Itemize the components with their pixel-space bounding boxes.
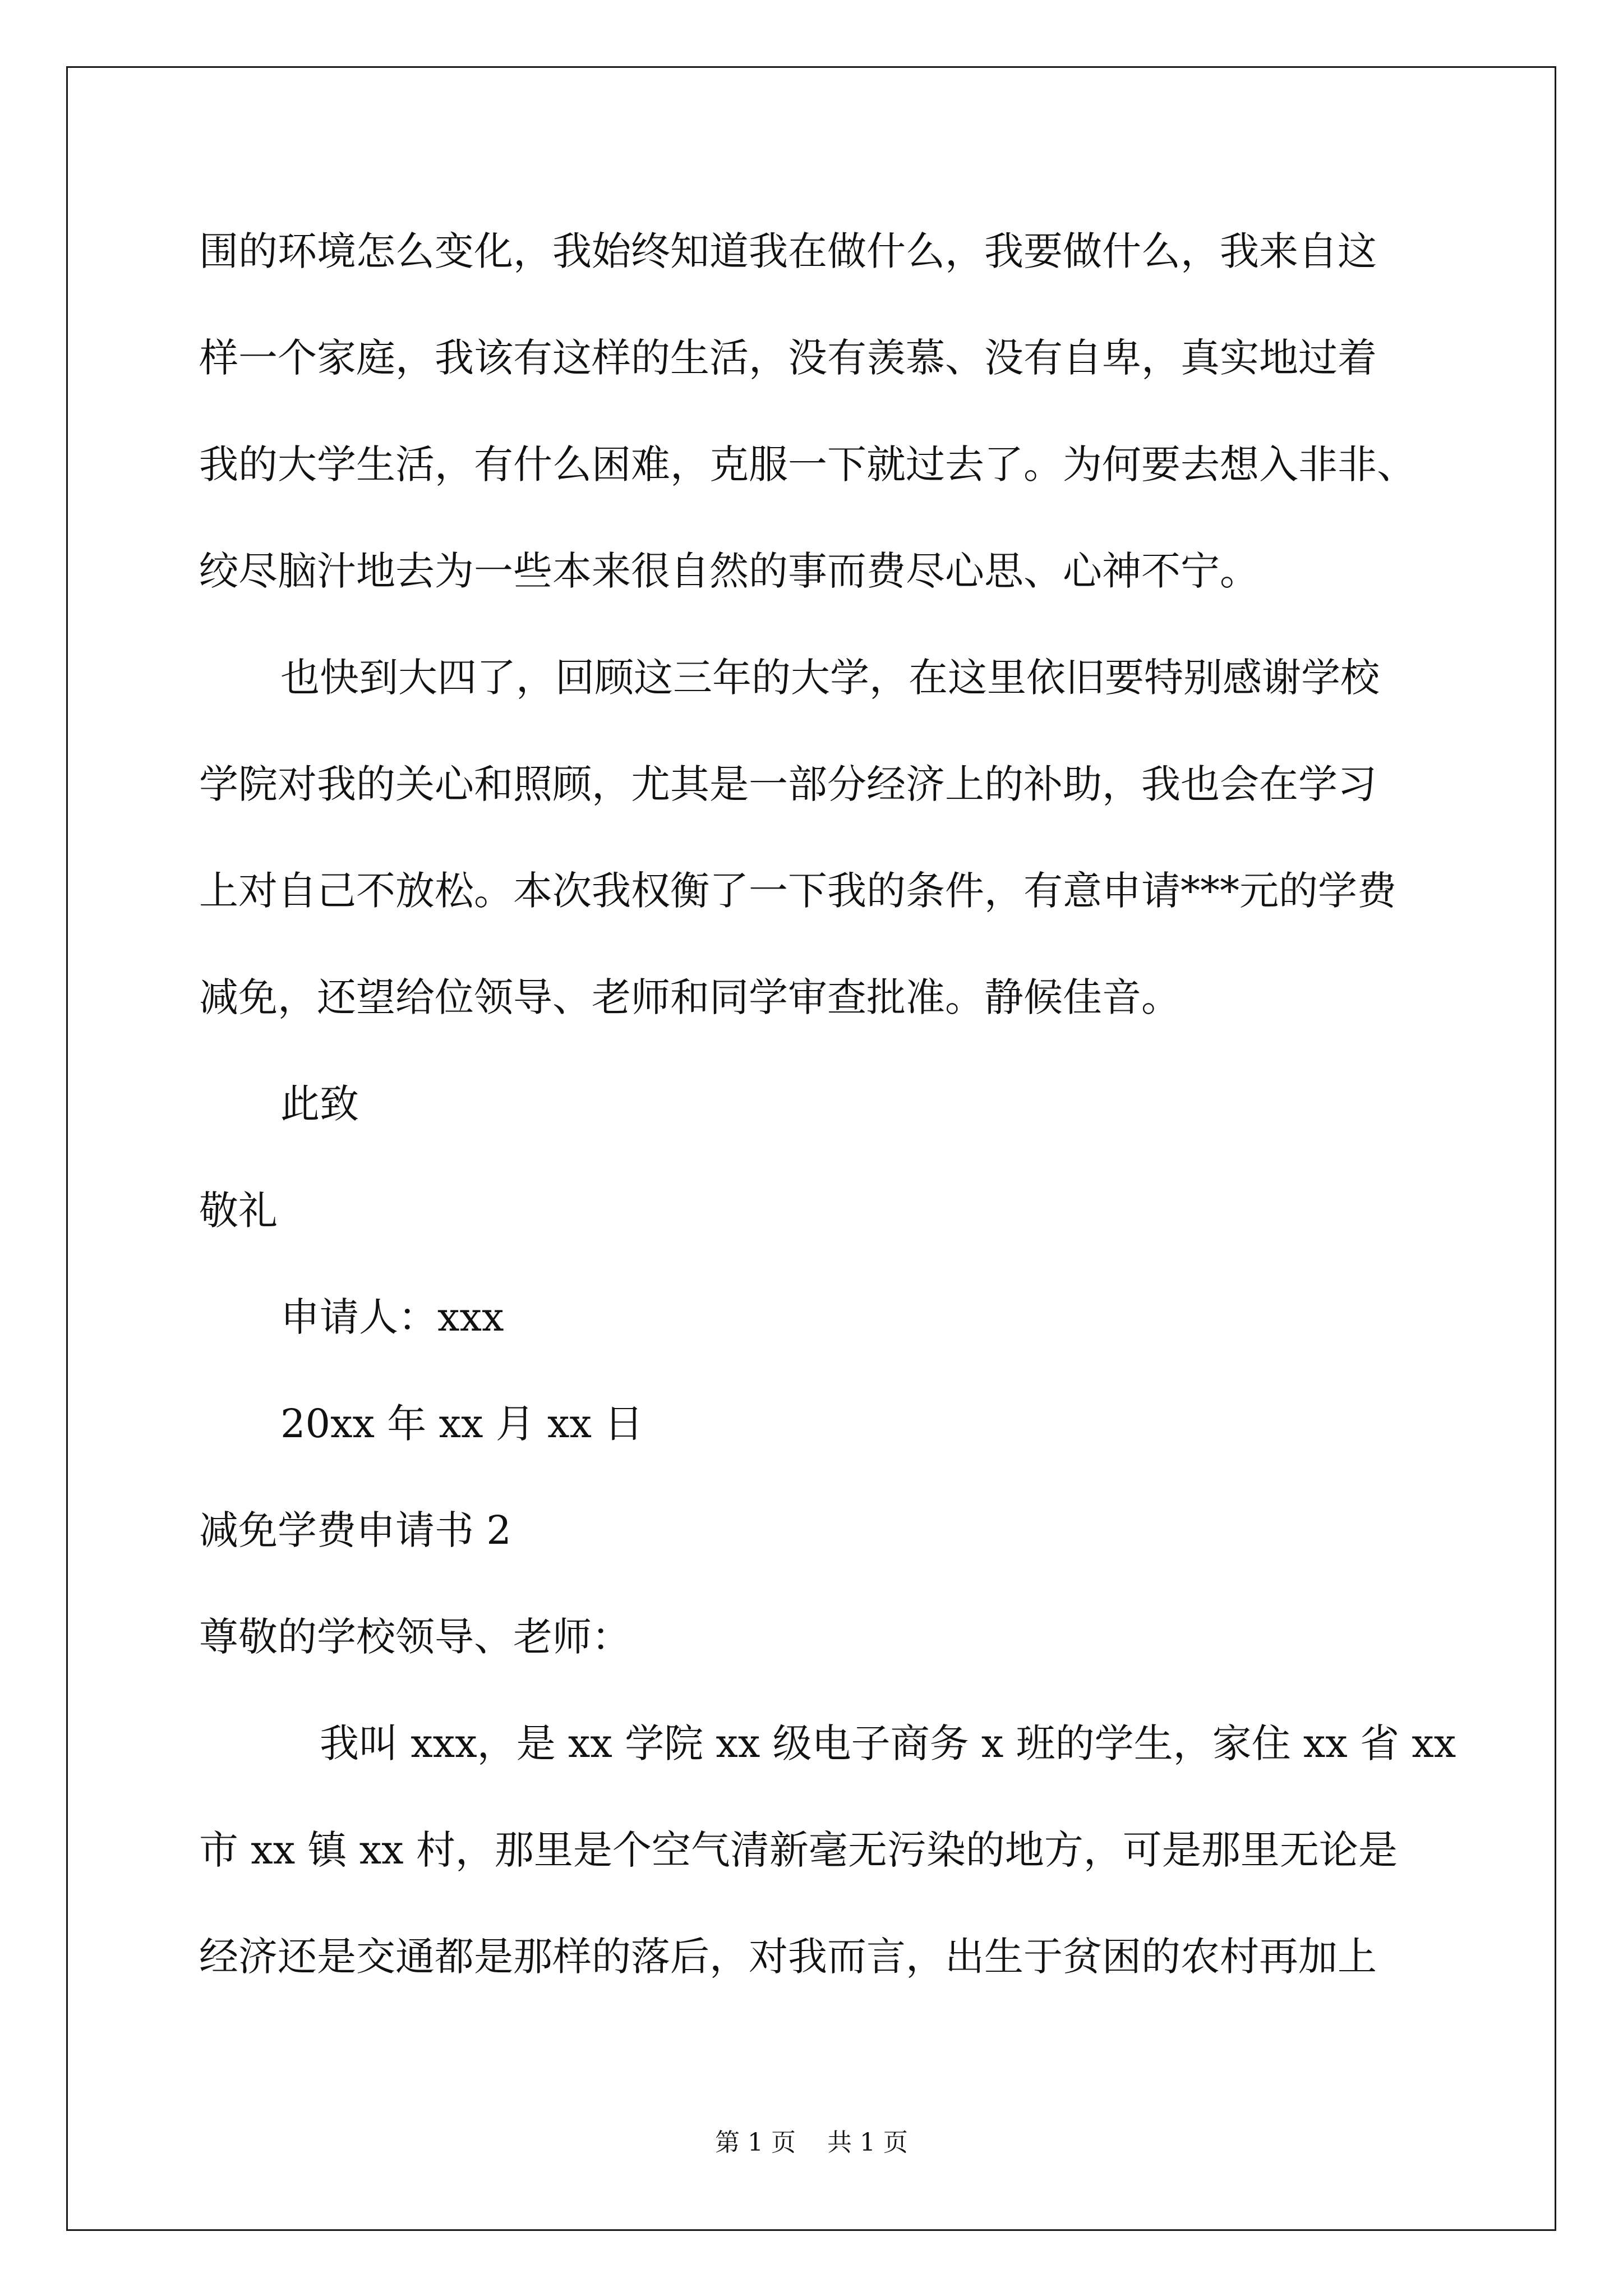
section-title: 减免学费申请书 2 — [199, 1507, 511, 1553]
text-line: 围的环境怎么变化，我始终知道我在做什么，我要做什么，我来自这 — [199, 228, 1377, 274]
text-line: 我的大学生活，有什么困难，克服一下就过去了。为何要去想入非非、 — [199, 441, 1416, 487]
text-line: 也快到大四了，回顾这三年的大学，在这里依旧要特别感谢学校 — [280, 655, 1380, 701]
text-line: 市 xx 镇 xx 村，那里是个空气清新毫无污染的地方，可是那里无论是 — [199, 1827, 1398, 1873]
text-line: 样一个家庭，我该有这样的生活，没有羡慕、没有自卑，真实地过着 — [199, 335, 1377, 381]
text-line: 学院对我的关心和照顾，尤其是一部分经济上的补助，我也会在学习 — [199, 761, 1377, 807]
text-line: 上对自己不放松。本次我权衡了一下我的条件，有意申请***元的学费 — [199, 868, 1396, 914]
closing-regards: 敬礼 — [199, 1188, 278, 1234]
page-number-footer: 第 1 页 共 1 页 — [715, 2128, 908, 2157]
text-line: 我叫 xxx，是 xx 学院 xx 级电子商务 x 班的学生，家住 xx 省 xx — [320, 1720, 1456, 1766]
text-line: 绞尽脑汁地去为一些本来很自然的事而费尽心思、心神不宁。 — [199, 548, 1259, 594]
document-date: 20xx 年 xx 月 xx 日 — [280, 1401, 644, 1447]
closing-salutation: 此致 — [280, 1081, 359, 1127]
letter-greeting: 尊敬的学校领导、老师： — [199, 1614, 631, 1660]
text-line: 减免，还望给位领导、老师和同学审查批准。静候佳音。 — [199, 974, 1181, 1020]
page-frame — [66, 66, 1556, 2231]
text-line: 经济还是交通都是那样的落后，对我而言，出生于贫困的农村再加上 — [199, 1934, 1377, 1980]
applicant-signature: 申请人：xxx — [280, 1294, 504, 1340]
